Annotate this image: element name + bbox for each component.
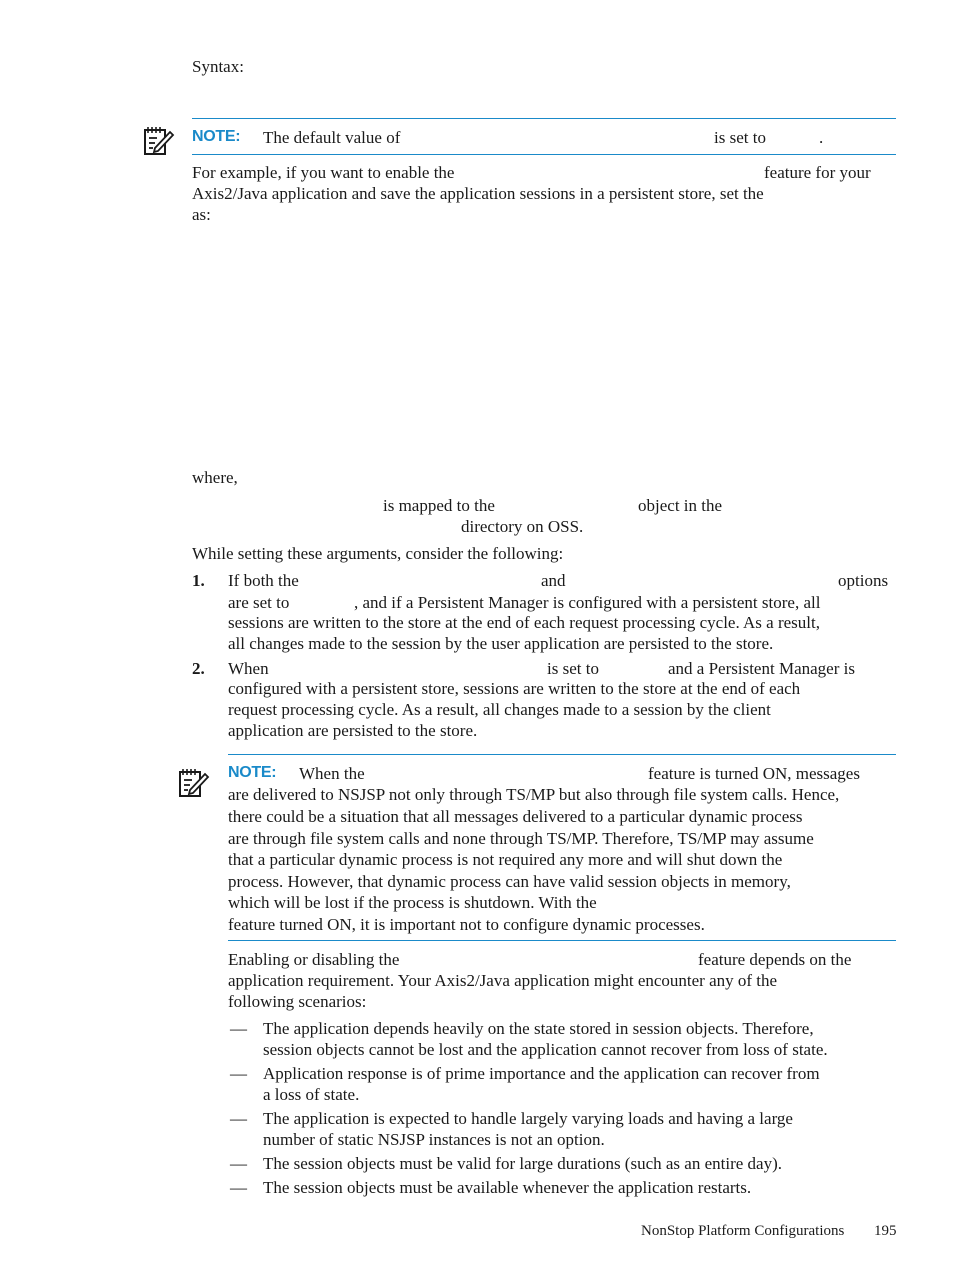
list-bullet: — [230, 1064, 247, 1083]
list-text: is set to [547, 659, 599, 678]
list-bullet: — [230, 1178, 247, 1197]
note-text: . [819, 128, 824, 147]
list-item: number of static NSJSP instances is not an option. [263, 1130, 605, 1149]
note-text: When the [299, 764, 365, 783]
list-text: , and if a Persistent Manager is configured with a persistent store, all [354, 593, 821, 612]
body-text: application requirement. Your Axis2/Java application might encounter any of the [228, 971, 778, 990]
body-text: feature depends on the [698, 950, 852, 969]
list-item: a loss of state. [263, 1085, 360, 1104]
note-text: which will be lost if the process is shutdown. With the [228, 893, 597, 912]
list-text: application are persisted to the store. [228, 721, 478, 740]
note-text: process. However, that dynamic process can have valid session objects in memory, [228, 872, 791, 891]
list-text: If both the [228, 571, 299, 590]
list-item: Application response is of prime importance and the application can recover from [263, 1064, 820, 1083]
list-item: session objects cannot be lost and the application cannot recover from loss of state. [263, 1040, 828, 1059]
body-text: Axis2/Java application and save the application sessions in a persistent store, set the [192, 184, 764, 203]
note-text: feature is turned ON, messages [648, 764, 860, 783]
note-text: The default value of [263, 128, 401, 147]
note-text: there could be a situation that all messages delivered to a particular dynamic process [228, 807, 803, 826]
note-pencil-icon [178, 766, 210, 798]
footer-section-title: NonStop Platform Configurations [641, 1223, 845, 1239]
list-number: 2. [192, 659, 205, 678]
body-text: directory on OSS. [461, 517, 584, 536]
body-text: following scenarios: [228, 992, 367, 1011]
list-item: The application is expected to handle largely varying loads and having a large [263, 1109, 793, 1128]
list-item: The session objects must be available whenever the application restarts. [263, 1178, 752, 1197]
note-text: is set to [714, 128, 766, 147]
note-text: feature turned ON, it is important not to configure dynamic processes. [228, 915, 705, 934]
list-text: and a Persistent Manager is [668, 659, 855, 678]
body-text: While setting these arguments, consider the following: [192, 544, 564, 563]
note-text: are delivered to NSJSP not only through TS/MP but also through file system calls. Hence, [228, 785, 840, 804]
note-top-rule [192, 118, 896, 119]
body-text: as: [192, 205, 211, 224]
list-text: sessions are written to the store at the end of each request processing cycle. As a result, [228, 613, 820, 632]
list-text: are set to [228, 593, 290, 612]
note-pencil-icon [143, 124, 175, 156]
note-label: NOTE: [228, 764, 277, 781]
page-number: 195 [874, 1223, 897, 1239]
body-text: is mapped to the [383, 496, 495, 515]
list-text: configured with a persistent store, sessions are written to the store at the end of each [228, 679, 801, 698]
note-text: that a particular dynamic process is not required any more and will shut down the [228, 850, 783, 869]
body-text: Enabling or disabling the [228, 950, 400, 969]
note-text: are through file system calls and none through TS/MP. Therefore, TS/MP may assume [228, 829, 814, 848]
list-number: 1. [192, 571, 205, 590]
list-item: The application depends heavily on the state stored in session objects. Therefore, [263, 1019, 814, 1038]
syntax-label: Syntax: [192, 57, 244, 76]
list-bullet: — [230, 1019, 247, 1038]
list-text: request processing cycle. As a result, all changes made to a session by the client [228, 700, 771, 719]
where-label: where, [192, 468, 238, 487]
list-text: When [228, 659, 269, 678]
list-text: options [838, 571, 889, 590]
body-text: object in the [638, 496, 723, 515]
note-top-rule [228, 754, 896, 755]
list-bullet: — [230, 1154, 247, 1173]
body-text: For example, if you want to enable the [192, 163, 455, 182]
note-bottom-rule [192, 154, 896, 155]
body-text: feature for your [764, 163, 871, 182]
note-bottom-rule [228, 940, 896, 941]
list-text: all changes made to the session by the user application are persisted to the store. [228, 634, 774, 653]
note-label: NOTE: [192, 128, 241, 145]
list-item: The session objects must be valid for large durations (such as an entire day). [263, 1154, 782, 1173]
list-bullet: — [230, 1109, 247, 1128]
list-text: and [541, 571, 566, 590]
